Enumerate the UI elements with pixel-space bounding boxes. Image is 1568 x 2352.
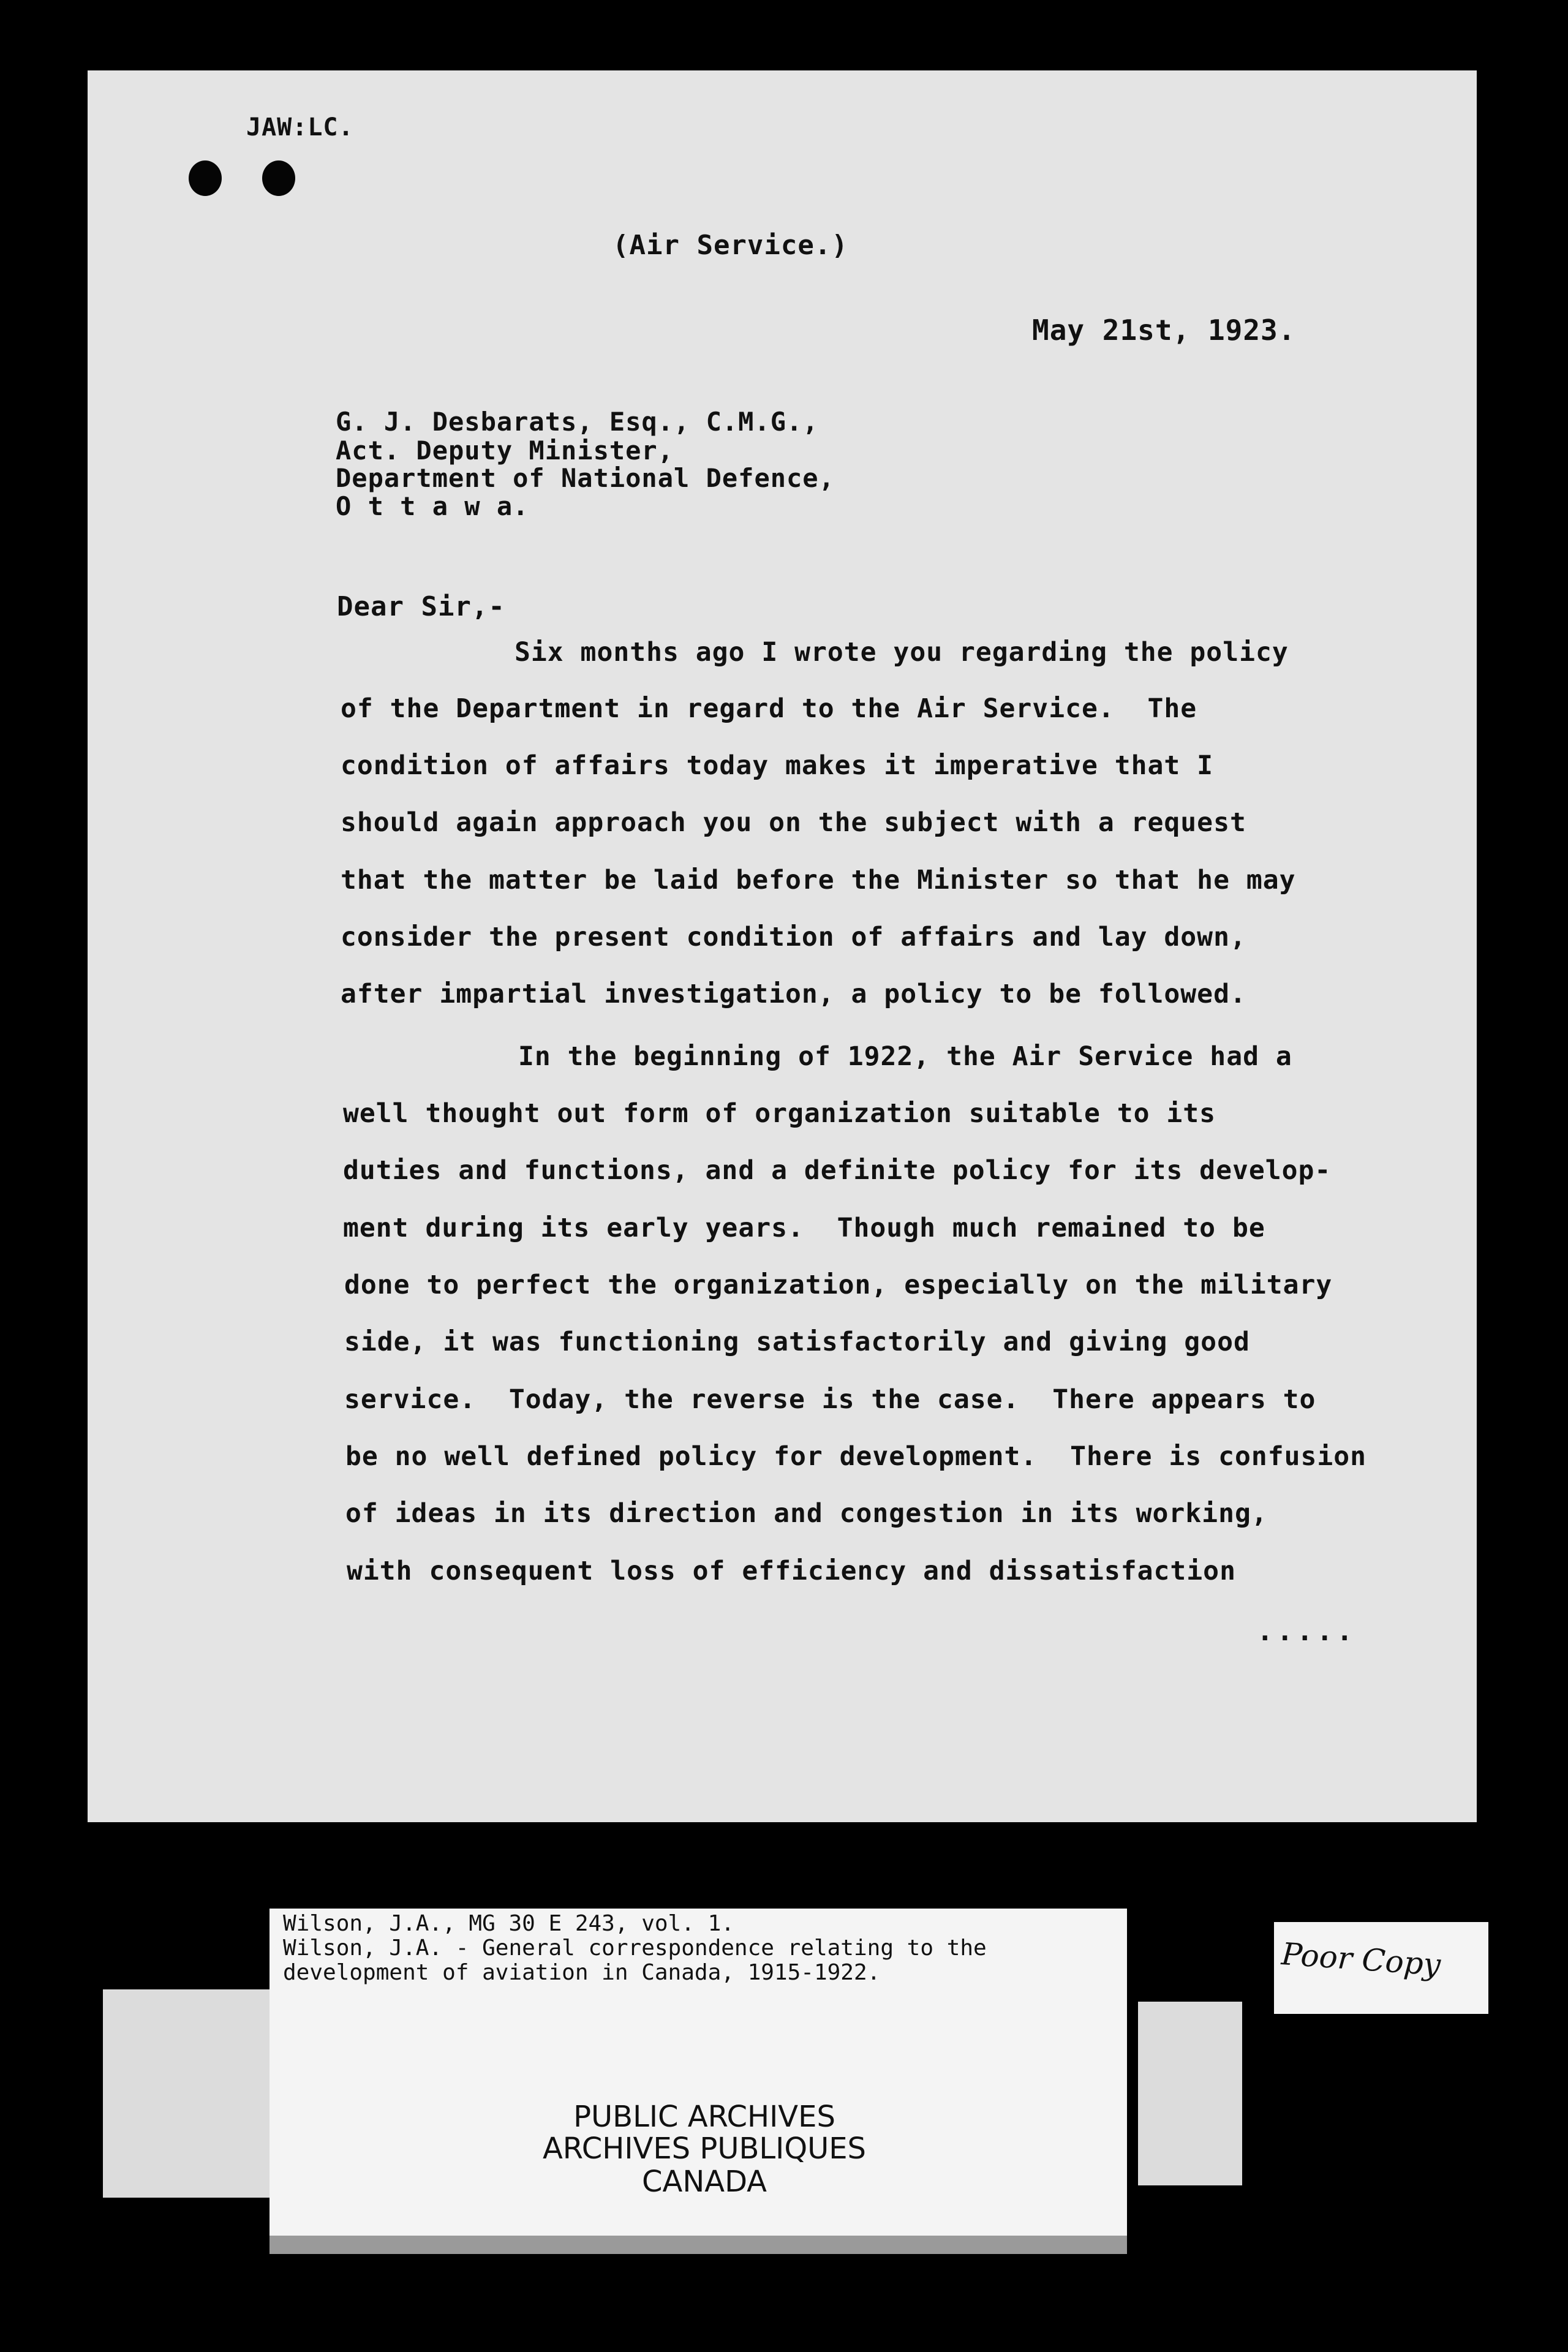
body-line: with consequent loss of efficiency and dissatisfaction	[347, 1556, 1236, 1586]
label-tab-right	[1138, 2002, 1242, 2185]
archive-reference-line: development of aviation in Canada, 1915-1922.	[283, 1960, 881, 1985]
body-line: done to perfect the organization, especially on the military	[344, 1270, 1333, 1300]
address-line: Department of National Defence,	[336, 463, 835, 493]
body-line: service. Today, the reverse is the case. There appears to	[344, 1384, 1316, 1415]
archive-name-line: CANADA	[641, 2165, 767, 2199]
body-line: of the Department in regard to the Air Service. The	[341, 693, 1197, 724]
address-line: G. J. Desbarats, Esq., C.M.G.,	[336, 407, 819, 437]
salutation: Dear Sir,-	[337, 591, 505, 622]
address-line: Act. Deputy Minister,	[336, 435, 674, 466]
file-reference: JAW:LC.	[246, 113, 354, 141]
body-line: of ideas in its direction and congestion in its working,	[345, 1498, 1268, 1529]
address-line: O t t a w a.	[336, 491, 529, 521]
continuation-dots: .....	[1257, 1616, 1357, 1647]
punch-hole	[189, 160, 222, 196]
label-edge	[270, 2236, 1127, 2254]
body-line: duties and functions, and a definite policy for its develop-	[343, 1155, 1332, 1186]
body-line: Six months ago I wrote you regarding the policy	[514, 637, 1289, 668]
body-line: side, it was functioning satisfactorily and giving good	[344, 1327, 1250, 1357]
body-line: that the matter be laid before the Minister so that he may	[341, 865, 1296, 895]
letter-heading: (Air Service.)	[612, 230, 848, 261]
archive-name-line: PUBLIC ARCHIVES	[573, 2100, 835, 2134]
body-line: consider the present condition of affairs and lay down,	[341, 922, 1246, 952]
archive-reference-line: Wilson, J.A., MG 30 E 243, vol. 1.	[283, 1911, 734, 1936]
body-line: after impartial investigation, a policy to be followed.	[341, 979, 1246, 1009]
archive-name-line: ARCHIVES PUBLIQUES	[542, 2132, 867, 2166]
poor-copy-text: Poor Copy	[1280, 1936, 1442, 1983]
body-line: be no well defined policy for development. There is confusion	[345, 1441, 1367, 1472]
body-line: should again approach you on the subject with a request	[341, 807, 1246, 838]
body-line: well thought out form of organization suitable to its	[343, 1098, 1216, 1129]
letter-date: May 21st, 1923.	[1032, 314, 1296, 347]
body-line: In the beginning of 1922, the Air Service had a	[518, 1041, 1292, 1072]
body-line: ment during its early years. Though much remained to be	[343, 1213, 1265, 1243]
label-tab-left	[103, 1989, 294, 2198]
punch-hole	[262, 160, 295, 196]
body-line: condition of affairs today makes it imperative that I	[341, 750, 1214, 781]
archive-reference-line: Wilson, J.A. - General correspondence relating to the	[283, 1936, 987, 1961]
